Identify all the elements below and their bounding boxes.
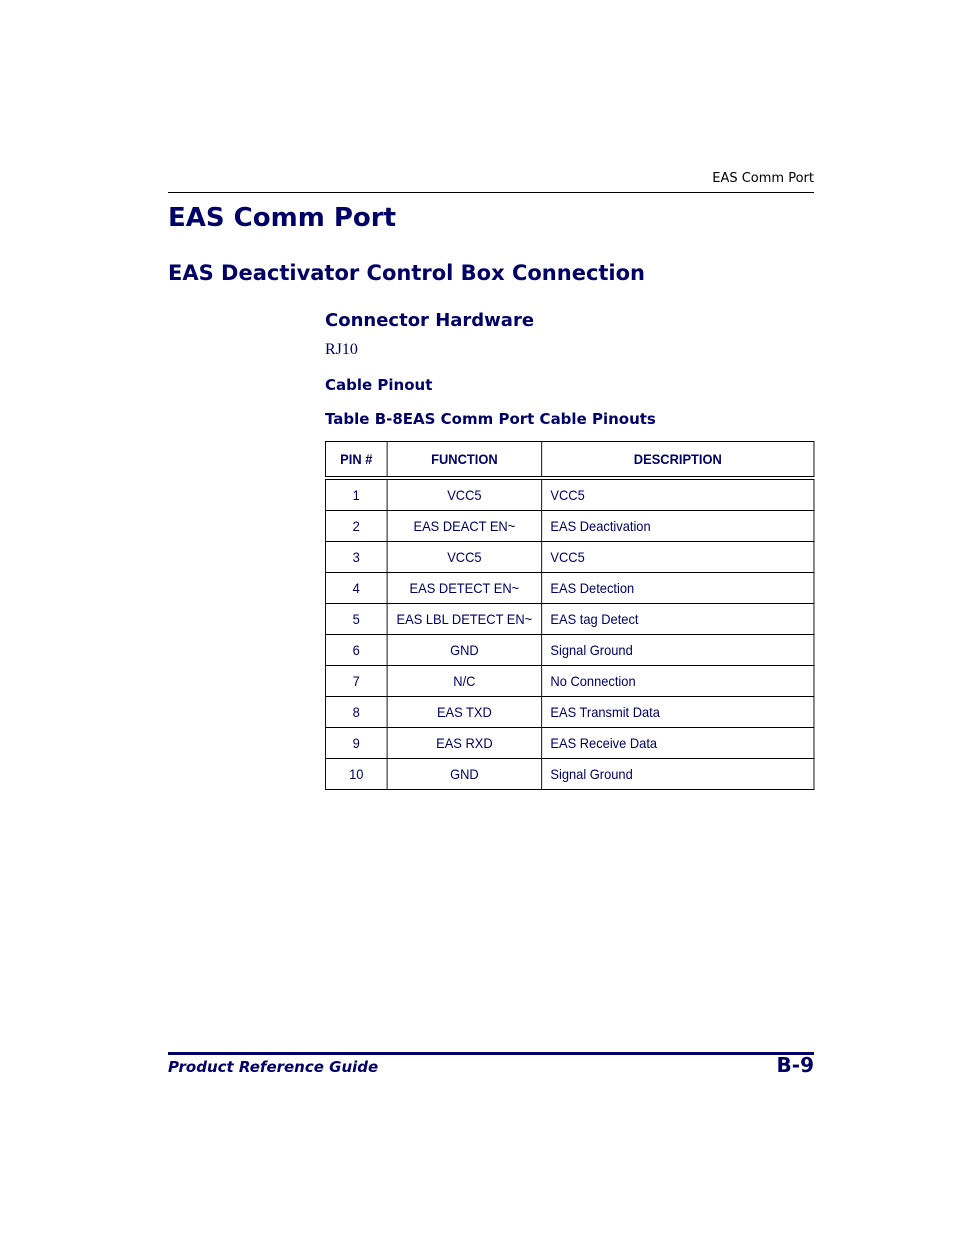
function-cell: VCC5 xyxy=(387,542,542,573)
table-header-row xyxy=(325,442,814,479)
description-cell: EAS tag Detect xyxy=(542,604,814,635)
table-caption: Table B-8EAS Comm Port Cable Pinouts xyxy=(325,410,656,428)
header-pin: PIN # xyxy=(325,442,387,479)
table-row xyxy=(325,604,814,635)
pin-cell: 8 xyxy=(325,697,387,728)
function-cell: N/C xyxy=(387,666,542,697)
table-row xyxy=(325,573,814,604)
footer-guide-title: Product Reference Guide xyxy=(168,1058,379,1076)
description-cell: Signal Ground xyxy=(542,759,814,790)
description-cell: EAS Receive Data xyxy=(542,728,814,759)
description-cell: No Connection xyxy=(542,666,814,697)
function-cell: VCC5 xyxy=(387,478,542,511)
header-rule xyxy=(168,192,814,193)
table-row xyxy=(325,542,814,573)
function-cell: GND xyxy=(387,759,542,790)
chapter-title: EAS Comm Port xyxy=(168,203,397,233)
description-cell: VCC5 xyxy=(542,542,814,573)
pin-cell: 6 xyxy=(325,635,387,666)
table-row xyxy=(325,635,814,666)
table-row xyxy=(325,666,814,697)
header-description: DESCRIPTION xyxy=(542,442,814,479)
section-title: EAS Deactivator Control Box Connection xyxy=(168,261,646,285)
running-header: EAS Comm Port xyxy=(712,171,814,186)
pin-cell: 9 xyxy=(325,728,387,759)
pin-cell: 5 xyxy=(325,604,387,635)
description-cell: EAS Detection xyxy=(542,573,814,604)
function-cell: EAS TXD xyxy=(387,697,542,728)
pin-cell: 4 xyxy=(325,573,387,604)
pinout-table xyxy=(325,441,814,790)
connector-type-text: RJ10 xyxy=(325,341,358,358)
description-cell: EAS Transmit Data xyxy=(542,697,814,728)
pin-cell: 2 xyxy=(325,511,387,542)
description-cell: Signal Ground xyxy=(542,635,814,666)
pin-cell: 7 xyxy=(325,666,387,697)
function-cell: GND xyxy=(387,635,542,666)
header-function: FUNCTION xyxy=(387,442,542,479)
table-row xyxy=(325,728,814,759)
table-row xyxy=(325,478,814,511)
table-row xyxy=(325,697,814,728)
footer-rule xyxy=(168,1052,814,1055)
pin-cell: 10 xyxy=(325,759,387,790)
page-number: B-9 xyxy=(776,1053,814,1077)
function-cell: EAS DEACT EN~ xyxy=(387,511,542,542)
description-cell: EAS Deactivation xyxy=(542,511,814,542)
table-row xyxy=(325,759,814,790)
pin-cell: 3 xyxy=(325,542,387,573)
function-cell: EAS RXD xyxy=(387,728,542,759)
pin-cell: 1 xyxy=(325,478,387,511)
description-cell: VCC5 xyxy=(542,478,814,511)
table-row xyxy=(325,511,814,542)
subsection-title: Connector Hardware xyxy=(325,310,535,331)
cable-pinout-heading: Cable Pinout xyxy=(325,376,433,394)
function-cell: EAS LBL DETECT EN~ xyxy=(387,604,542,635)
function-cell: EAS DETECT EN~ xyxy=(387,573,542,604)
